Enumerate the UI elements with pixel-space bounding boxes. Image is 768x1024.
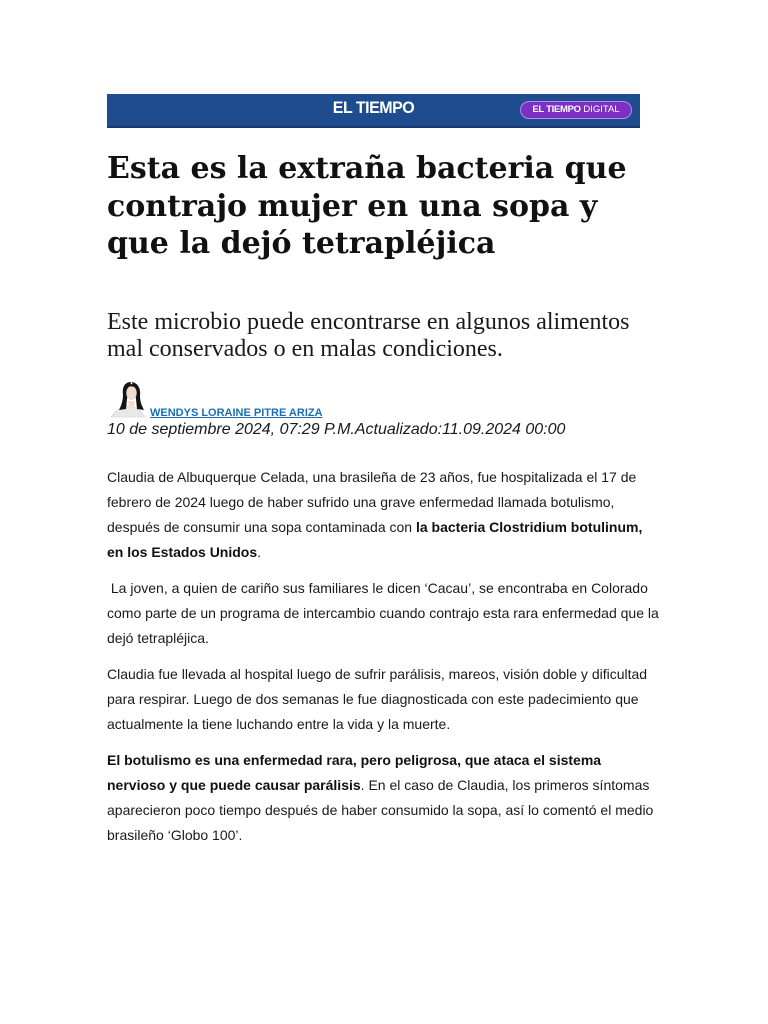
- article-body: [107, 465, 662, 848]
- paragraph-1: [107, 465, 662, 565]
- article-subtitle: Este microbio puede encontrarse en algunos alimentos mal conservados o en malas condiciones.: [107, 308, 630, 362]
- article-page: [107, 94, 662, 859]
- paragraph-4-text: . En el caso de Claudia, los primeros síntomas aparecieron poco tiempo después de haber consumido la sopa, así lo comentó el medio brasileño ‘Globo 100’.: [107, 776, 654, 843]
- paragraph-3: Claudia fue llevada al hospital luego de sufrir parálisis, mareos, visión doble y dificultad para respirar. Luego de dos semanas le fue diagnosticada con este padecimiento que actualmente la tiene luchando entre la vida y la muerte.: [107, 665, 648, 732]
- paragraph-1-text: Claudia de Albuquerque Celada, una brasileña de 23 años, fue hospitalizada el 17 de febrero de 2024 luego de haber sufrido una grave enfermedad llamada botulismo, después de consumir una sopa contaminada con: [107, 468, 637, 535]
- header-banner[interactable]: [107, 94, 640, 128]
- paragraph-4: [107, 748, 662, 848]
- author-avatar-icon: [107, 379, 151, 419]
- badge-light-text: DIGITAL: [580, 104, 620, 115]
- publish-date: 10 de septiembre 2024, 07:29 P.M.Actualizado:11.09.2024 00:00: [107, 420, 566, 438]
- article-title: Esta es la extraña bacteria que contrajo mujer en una sopa y que la dejó tetrapléjica: [107, 151, 627, 261]
- paragraph-2: La joven, a quien de cariño sus familiares le dicen ‘Cacau’, se encontraba en Colorado como parte de un programa de intercambio cuando contrajo esta rara enfermedad que la dejó tetrapléjica.: [107, 579, 663, 646]
- byline: [107, 379, 662, 419]
- badge-strong-text: EL TIEMPO: [532, 104, 581, 115]
- author-link[interactable]: WENDYS LORAINE PITRE ARIZA: [150, 406, 323, 419]
- paragraph-1-bold: la bacteria Clostridium botulinum, en los Estados Unidos: [107, 518, 643, 560]
- el-tiempo-logo[interactable]: EL TIEMPO: [332, 99, 415, 118]
- paragraph-4-bold: El botulismo es una enfermedad rara, pero peligrosa, que ataca el sistema nervioso y que puede causar parálisis: [107, 751, 602, 793]
- el-tiempo-digital-badge[interactable]: [520, 101, 632, 119]
- paragraph-1-end: .: [257, 543, 262, 560]
